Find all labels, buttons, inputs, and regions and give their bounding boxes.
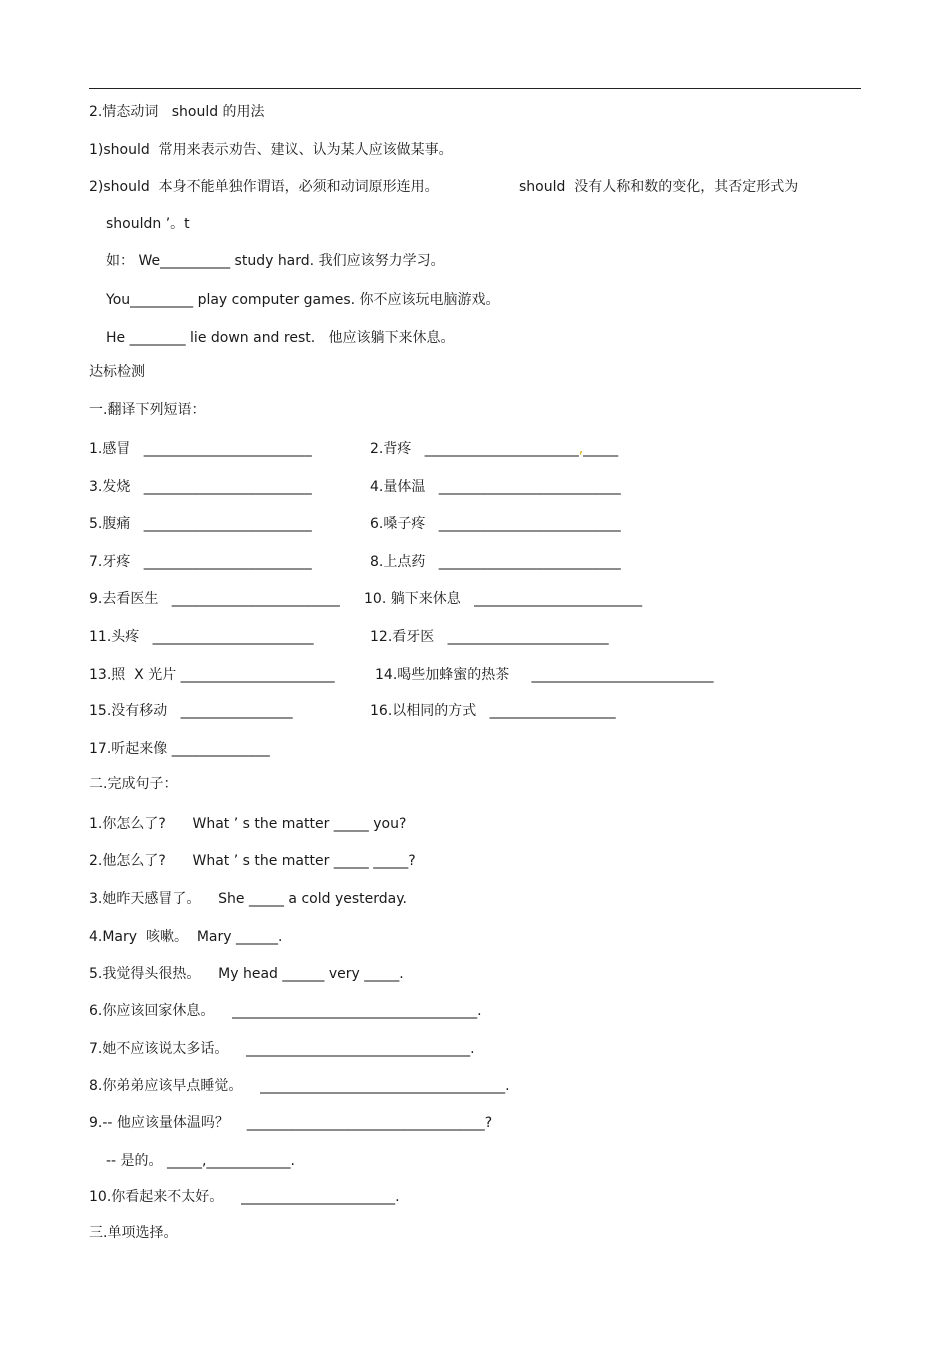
phrase-right: 16.以相同的方式 __________________ [370,703,616,719]
stray-mark: , [578,441,584,457]
phrase-right: 10. 躺下来休息 ________________________ [364,591,643,607]
phrase-right: 6.嗓子疼 __________________________ [370,516,621,532]
sentence-item: 9.-- 他应该量体温吗？ __________________________________? [89,1115,493,1131]
sentence-item: 10.你看起来不太好。 ______________________. [89,1189,400,1205]
section2-p2b: should 没有人称和数的变化，其否定形式为 [519,179,799,195]
example-1: 如： We__________ study hard. 我们应该努力学习。 [106,253,445,269]
header-rule [89,88,861,89]
part3-title: 三.单项选择。 [89,1225,178,1241]
sentence-item-answer: -- 是的。 _____,____________. [106,1153,295,1169]
example-3: He ________ lie down and rest. 他应该躺下来休息。 [106,330,455,346]
sentence-item: 4.Mary 咳嗽。 Mary ______. [89,929,283,945]
phrase-left: 11.头疼 _______________________ [89,629,314,645]
part1-title: 一.翻译下列短语： [89,402,206,418]
phrase-right: 4.量体温 __________________________ [370,479,621,495]
test-title: 达标检测 [89,364,145,380]
part2-title: 二.完成句子： [89,776,178,792]
phrase-right: 2.背疼 ______________________,_____ [370,441,619,457]
sentence-item: 6.你应该回家休息。 ___________________________________. [89,1003,482,1019]
section2-title: 2.情态动词 should 的用法 [89,104,265,120]
sentence-item: 3.她昨天感冒了。 She _____ a cold yesterday. [89,891,407,907]
section2-p2c: shouldn ’。t [106,216,190,232]
phrase-left: 13.照 X 光片 ______________________ [89,667,335,683]
phrase-left: 9.去看医生 ________________________ [89,591,340,607]
sentence-item: 1.你怎么了? What ’ s the matter _____ you? [89,816,407,832]
sentence-item: 2.他怎么了? What ’ s the matter _____ _____? [89,853,416,869]
phrase-right: 8.上点药 __________________________ [370,554,621,570]
phrase-left: 5.腹痛 ________________________ [89,516,312,532]
section2-p1: 1)should 常用来表示劝告、建议、认为某人应该做某事。 [89,142,453,158]
phrase-right: 14.喝些加蜂蜜的热茶 __________________________ [375,667,714,683]
sentence-item: 7.她不应该说太多话。 ________________________________. [89,1041,475,1057]
example-2: You_________ play computer games. 你不应该玩电脑游戏。 [106,292,500,308]
phrase-left: 17.听起来像 ______________ [89,741,270,757]
phrase-right: 12.看牙医 _______________________ [370,629,609,645]
phrase-left: 15.没有移动 ________________ [89,703,293,719]
section2-p2a: 2)should 本身不能单独作谓语，必须和动词原形连用。 [89,179,439,195]
phrase-left: 7.牙疼 ________________________ [89,554,312,570]
phrase-left: 1.感冒 ________________________ [89,441,312,457]
sentence-item: 5.我觉得头很热。 My head ______ very _____. [89,966,404,982]
phrase-left: 3.发烧 ________________________ [89,479,312,495]
sentence-item: 8.你弟弟应该早点睡觉。 ___________________________________. [89,1078,510,1094]
